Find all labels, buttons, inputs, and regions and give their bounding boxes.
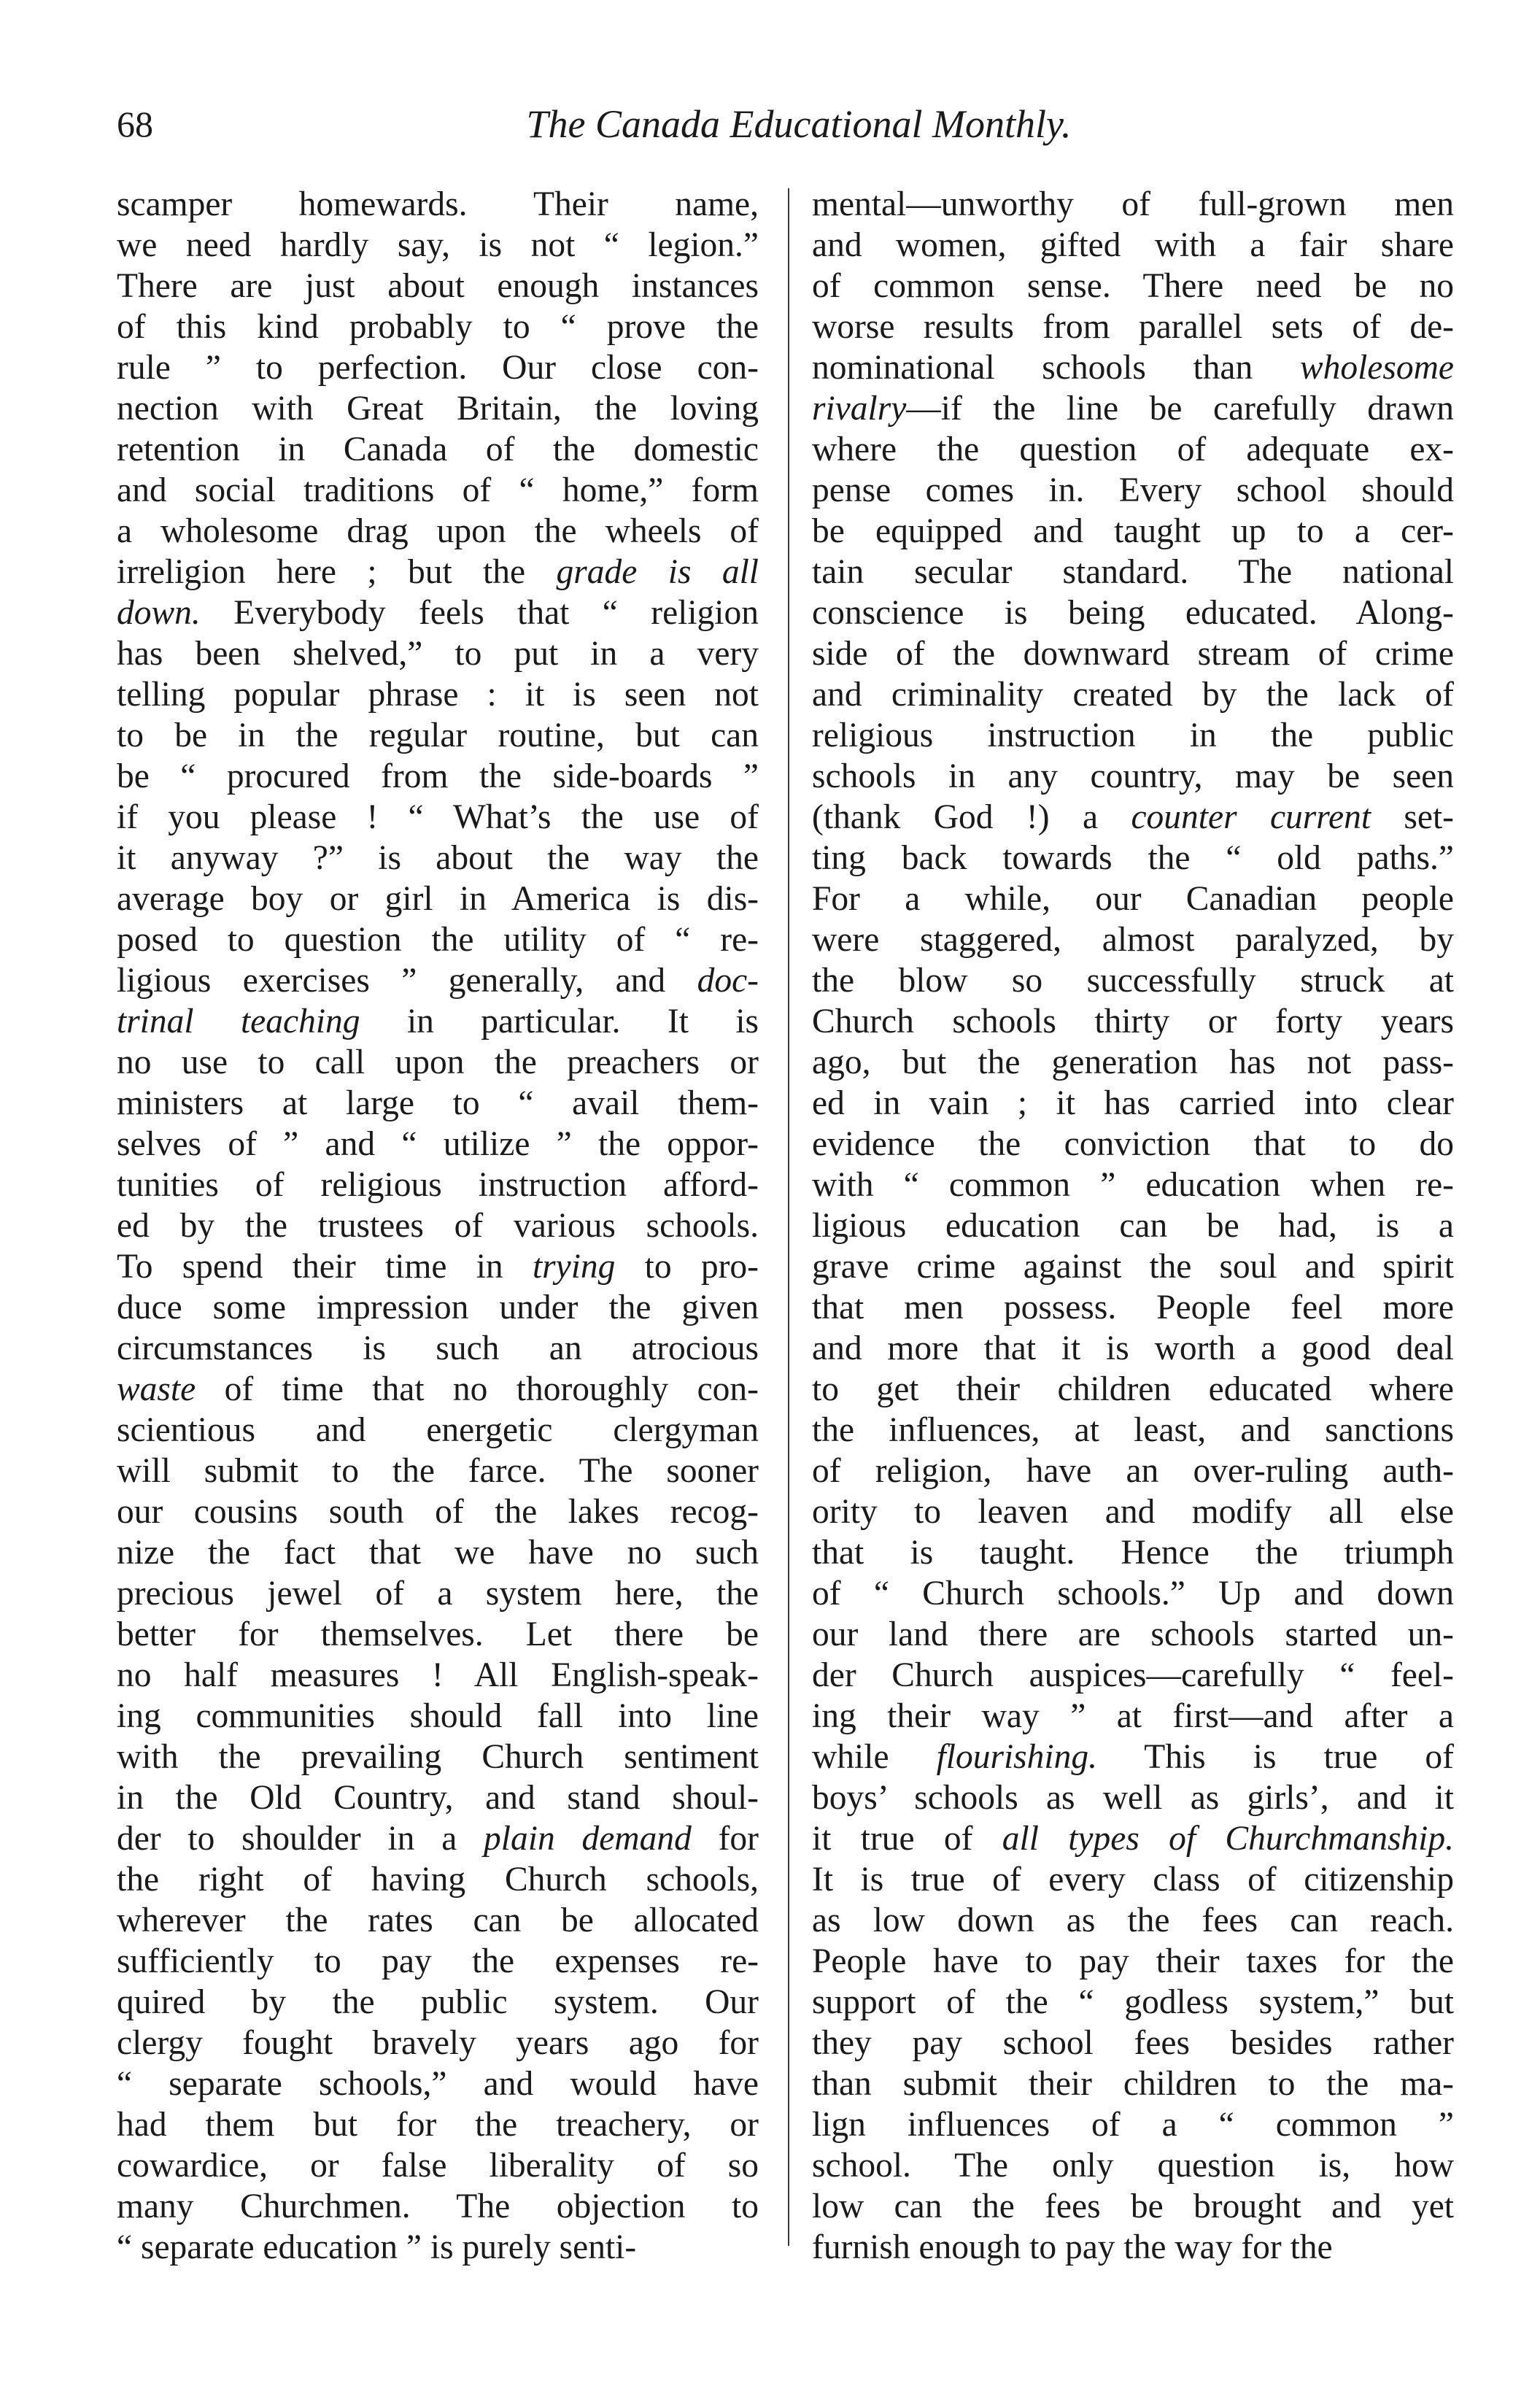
line-text: support of the “ godless system,” but xyxy=(812,1983,1454,2021)
italic-text: flourishing. xyxy=(936,1738,1097,1776)
left-column xyxy=(117,184,759,2268)
text-line xyxy=(117,225,759,266)
text-line xyxy=(812,633,1454,674)
line-text: “ separate schools,” and would have xyxy=(117,2065,759,2103)
line-text: For a while, our Canadian people xyxy=(812,880,1454,918)
line-text: mental—unworthy of full-grown men xyxy=(812,185,1454,223)
text-line xyxy=(812,674,1454,715)
text-line xyxy=(812,1859,1454,1900)
line-text: average boy or girl in America is dis- xyxy=(117,880,759,918)
text-line xyxy=(812,1982,1454,2023)
line-text: and more that it is worth a good deal xyxy=(812,1329,1454,1367)
text-line xyxy=(812,1328,1454,1369)
text-line xyxy=(812,2104,1454,2145)
text-line xyxy=(812,797,1454,838)
line-text: the influences, at least, and sanctions xyxy=(812,1411,1454,1449)
line-text: cowardice, or false liberality of so xyxy=(117,2147,759,2185)
column-rule xyxy=(788,188,789,2246)
text-line xyxy=(117,756,759,797)
line-text: and criminality created by the lack of xyxy=(812,676,1454,714)
line-text: the blow so successfully struck at xyxy=(812,962,1454,1000)
text-line xyxy=(117,1982,759,2023)
line-text: furnish enough to pay the way for the xyxy=(812,2228,1333,2266)
line-text: tunities of religious instruction afford- xyxy=(117,1166,759,1204)
line-text: of time that no thoroughly con- xyxy=(196,1370,759,1408)
line-text: religious instruction in the public xyxy=(812,717,1454,754)
text-line xyxy=(812,2063,1454,2104)
text-line xyxy=(117,919,759,960)
line-text: low can the fees be brought and yet xyxy=(812,2187,1454,2225)
text-line xyxy=(812,184,1454,225)
text-line xyxy=(812,1083,1454,1124)
text-line xyxy=(117,592,759,633)
line-text: we need hardly say, is not “ legion.” xyxy=(117,226,759,264)
text-line xyxy=(117,552,759,592)
text-line xyxy=(812,511,1454,552)
line-text: nominational schools than xyxy=(812,349,1300,387)
line-text: had them but for the treachery, or xyxy=(117,2106,759,2144)
text-line xyxy=(117,838,759,878)
line-text: ing communities should fall into line xyxy=(117,1697,759,1735)
line-text: will submit to the farce. The sooner xyxy=(117,1452,759,1490)
line-text: clergy fought bravely years ago for xyxy=(117,2024,759,2062)
line-text: ministers at large to “ avail them- xyxy=(117,1084,759,1122)
line-text: no half measures ! All English-speak- xyxy=(117,1656,759,1694)
text-line xyxy=(117,347,759,388)
text-line xyxy=(117,1451,759,1491)
right-column xyxy=(812,184,1454,2268)
line-text: if you please ! “ What’s the use of xyxy=(117,798,759,836)
line-text: our cousins south of the lakes recog- xyxy=(117,1493,759,1531)
line-text: worse results from parallel sets of de- xyxy=(812,308,1454,346)
text-line xyxy=(117,184,759,225)
italic-text: trying xyxy=(532,1248,616,1286)
italic-text: trinal teaching xyxy=(117,1003,360,1040)
line-text: boys’ schools as well as girls’, and it xyxy=(812,1779,1454,1817)
line-text: for xyxy=(691,1820,759,1858)
text-line xyxy=(812,429,1454,470)
text-line xyxy=(117,266,759,306)
text-line xyxy=(117,306,759,347)
text-line xyxy=(812,1900,1454,1941)
line-text: they pay school fees besides rather xyxy=(812,2024,1454,2062)
line-text: grave crime against the soul and spirit xyxy=(812,1248,1454,1286)
line-text: rule ” to perfection. Our close con- xyxy=(117,349,759,387)
text-line xyxy=(812,2186,1454,2227)
text-line xyxy=(812,306,1454,347)
line-text: nize the fact that we have no such xyxy=(117,1534,759,1572)
text-line xyxy=(117,2104,759,2145)
line-text: To spend their time in xyxy=(117,1248,533,1286)
line-text: —if the line be carefully drawn xyxy=(906,390,1454,428)
line-text: Church schools thirty or forty years xyxy=(812,1003,1454,1040)
text-line xyxy=(117,2023,759,2063)
text-line xyxy=(812,1410,1454,1451)
line-text: precious jewel of a system here, the xyxy=(117,1575,759,1613)
text-line xyxy=(812,1001,1454,1042)
text-line xyxy=(812,1205,1454,1246)
italic-text: waste xyxy=(117,1370,196,1408)
line-text: to get their children educated where xyxy=(812,1370,1454,1408)
text-line xyxy=(812,1941,1454,1982)
text-line xyxy=(812,838,1454,878)
line-text: that men possess. People feel more xyxy=(812,1289,1454,1326)
line-text: quired by the public system. Our xyxy=(117,1983,759,2021)
text-line xyxy=(117,2186,759,2227)
line-text: side of the downward stream of crime xyxy=(812,635,1454,673)
text-line xyxy=(117,1941,759,1982)
line-text: nection with Great Britain, the loving xyxy=(117,390,759,428)
line-text: our land there are schools started un- xyxy=(812,1615,1454,1653)
line-text: and social traditions of “ home,” form xyxy=(117,471,759,509)
text-line xyxy=(812,1818,1454,1859)
text-line xyxy=(117,1165,759,1205)
text-line xyxy=(117,960,759,1001)
line-text: posed to question the utility of “ re- xyxy=(117,921,759,959)
line-text: many Churchmen. The objection to xyxy=(117,2187,759,2225)
text-line xyxy=(117,388,759,429)
line-text: in the Old Country, and stand shoul- xyxy=(117,1779,759,1817)
line-text: the right of having Church schools, xyxy=(117,1861,759,1899)
line-text: irreligion here ; but the xyxy=(117,553,557,591)
text-line xyxy=(117,1491,759,1532)
text-line xyxy=(117,1205,759,1246)
text-line xyxy=(812,756,1454,797)
line-text: it anyway ?” is about the way the xyxy=(117,839,759,877)
text-line xyxy=(117,1328,759,1369)
text-line xyxy=(117,511,759,552)
text-line xyxy=(812,1246,1454,1287)
text-line xyxy=(117,715,759,756)
line-text: retention in Canada of the domestic xyxy=(117,430,759,468)
text-line xyxy=(812,388,1454,429)
text-line xyxy=(117,1287,759,1328)
line-text: as low down as the fees can reach. xyxy=(812,1901,1454,1939)
line-text: set- xyxy=(1371,798,1454,836)
line-text: of religion, have an over-ruling auth- xyxy=(812,1452,1454,1490)
line-text: duce some impression under the given xyxy=(117,1289,759,1326)
text-line xyxy=(812,1655,1454,1696)
line-text: than submit their children to the ma- xyxy=(812,2065,1454,2103)
italic-text: rivalry xyxy=(812,390,907,428)
line-text: be equipped and taught up to a cer- xyxy=(812,512,1454,550)
line-text: ligious exercises ” generally, and xyxy=(117,962,697,1000)
text-line xyxy=(812,2145,1454,2186)
line-text: pense comes in. Every school should xyxy=(812,471,1454,509)
line-text: It is true of every class of citizenship xyxy=(812,1861,1454,1899)
italic-text: counter current xyxy=(1131,798,1371,836)
line-text: in particular. It is xyxy=(360,1003,759,1040)
line-text: where the question of adequate ex- xyxy=(812,430,1454,468)
running-header xyxy=(117,95,1481,153)
line-text: circumstances is such an atrocious xyxy=(117,1329,759,1367)
text-line xyxy=(812,552,1454,592)
text-line xyxy=(812,1573,1454,1614)
line-text: Everybody feels that “ religion xyxy=(200,594,759,632)
line-text: “ separate education ” is purely senti- xyxy=(117,2228,637,2266)
italic-text: doc- xyxy=(697,962,759,1000)
text-line xyxy=(812,878,1454,919)
text-line xyxy=(812,1042,1454,1083)
text-line xyxy=(117,1369,759,1410)
text-line xyxy=(117,1001,759,1042)
text-line xyxy=(117,1573,759,1614)
text-line xyxy=(812,1532,1454,1573)
line-text: ed by the trustees of various schools. xyxy=(117,1207,759,1245)
line-text: school. The only question is, how xyxy=(812,2147,1454,2185)
text-line xyxy=(812,1614,1454,1655)
line-text: scientious and energetic clergyman xyxy=(117,1411,759,1449)
line-text: ago, but the generation has not pass- xyxy=(812,1043,1454,1081)
line-text: conscience is being educated. Along- xyxy=(812,594,1454,632)
text-line xyxy=(812,1737,1454,1777)
line-text: ing their way ” at first—and after a xyxy=(812,1697,1454,1735)
text-line xyxy=(812,225,1454,266)
line-text: a wholesome drag upon the wheels of xyxy=(117,512,759,550)
line-text: it true of xyxy=(812,1820,1002,1858)
line-text: while xyxy=(812,1738,937,1776)
italic-text: plain demand xyxy=(484,1820,692,1858)
text-line xyxy=(117,1532,759,1573)
text-line xyxy=(812,1777,1454,1818)
text-line xyxy=(117,429,759,470)
text-line xyxy=(117,1818,759,1859)
text-line xyxy=(812,1287,1454,1328)
text-line xyxy=(812,1491,1454,1532)
text-line xyxy=(812,2023,1454,2063)
text-line xyxy=(117,674,759,715)
line-text: and women, gifted with a fair share xyxy=(812,226,1454,264)
line-text: evidence the conviction that to do xyxy=(812,1125,1454,1163)
text-line xyxy=(117,1696,759,1737)
line-text: were staggered, almost paralyzed, by xyxy=(812,921,1454,959)
text-line xyxy=(117,1900,759,1941)
text-line xyxy=(812,1451,1454,1491)
line-text: sufficiently to pay the expenses re- xyxy=(117,1942,759,1980)
text-line xyxy=(812,266,1454,306)
line-text: There are just about enough instances xyxy=(117,267,759,305)
text-line xyxy=(117,1246,759,1287)
line-text: to be in the regular routine, but can xyxy=(117,717,759,754)
line-text: that is taught. Hence the triumph xyxy=(812,1534,1454,1572)
line-text: scamper homewards. Their name, xyxy=(117,185,759,223)
line-text: no use to call upon the preachers or xyxy=(117,1043,759,1081)
line-text: with “ common ” education when re- xyxy=(812,1166,1454,1204)
text-line xyxy=(117,1042,759,1083)
text-line xyxy=(117,1737,759,1777)
line-text: der Church auspices—carefully “ feel- xyxy=(812,1656,1454,1694)
text-line xyxy=(117,470,759,511)
italic-text: wholesome xyxy=(1299,349,1454,387)
line-text: telling popular phrase : it is seen not xyxy=(117,676,759,714)
line-text: to pro- xyxy=(615,1248,759,1286)
line-text: tain secular standard. The national xyxy=(812,553,1454,591)
line-text: ority to leaven and modify all else xyxy=(812,1493,1454,1531)
text-line xyxy=(117,2145,759,2186)
line-text: be “ procured from the side-boards ” xyxy=(117,757,759,795)
line-text: schools in any country, may be seen xyxy=(812,757,1454,795)
line-text: ed in vain ; it has carried into clear xyxy=(812,1084,1454,1122)
text-line xyxy=(117,2063,759,2104)
text-line xyxy=(812,470,1454,511)
text-line xyxy=(117,1655,759,1696)
text-line xyxy=(812,715,1454,756)
text-line xyxy=(812,1696,1454,1737)
text-line xyxy=(117,797,759,838)
line-text: People have to pay their taxes for the xyxy=(812,1942,1454,1980)
line-text: (thank God !) a xyxy=(812,798,1131,836)
italic-text: grade is all xyxy=(556,553,759,591)
text-line xyxy=(117,1859,759,1900)
italic-text: down. xyxy=(117,594,201,632)
line-text: better for themselves. Let there be xyxy=(117,1615,759,1653)
text-line xyxy=(812,1124,1454,1165)
line-text: of common sense. There need be no xyxy=(812,267,1454,305)
line-text: with the prevailing Church sentiment xyxy=(117,1738,759,1776)
text-line xyxy=(117,2227,759,2268)
line-text: wherever the rates can be allocated xyxy=(117,1901,759,1939)
line-text: der to shoulder in a xyxy=(117,1820,484,1858)
page-number: 68 xyxy=(117,104,153,144)
text-line xyxy=(117,633,759,674)
line-text: ting back towards the “ old paths.” xyxy=(812,839,1454,877)
line-text: of this kind probably to “ prove the xyxy=(117,308,759,346)
text-line xyxy=(117,1124,759,1165)
line-text: selves of ” and “ utilize ” the oppor- xyxy=(117,1125,759,1163)
line-text: of “ Church schools.” Up and down xyxy=(812,1575,1454,1613)
text-line xyxy=(812,1165,1454,1205)
text-line xyxy=(812,1369,1454,1410)
text-line xyxy=(812,592,1454,633)
text-line xyxy=(812,960,1454,1001)
line-text: lign influences of a “ common ” xyxy=(812,2106,1454,2144)
italic-text: all types of Churchmanship. xyxy=(1002,1820,1454,1858)
line-text: has been shelved,” to put in a very xyxy=(117,635,759,673)
text-line xyxy=(117,1083,759,1124)
line-text: This is true of xyxy=(1097,1738,1454,1776)
text-line xyxy=(117,1777,759,1818)
text-line xyxy=(812,347,1454,388)
text-line xyxy=(812,919,1454,960)
text-line xyxy=(117,878,759,919)
text-line xyxy=(117,1410,759,1451)
running-title: The Canada Educational Monthly. xyxy=(526,102,1072,146)
line-text: ligious education can be had, is a xyxy=(812,1207,1454,1245)
text-line xyxy=(117,1614,759,1655)
text-line xyxy=(812,2227,1454,2268)
